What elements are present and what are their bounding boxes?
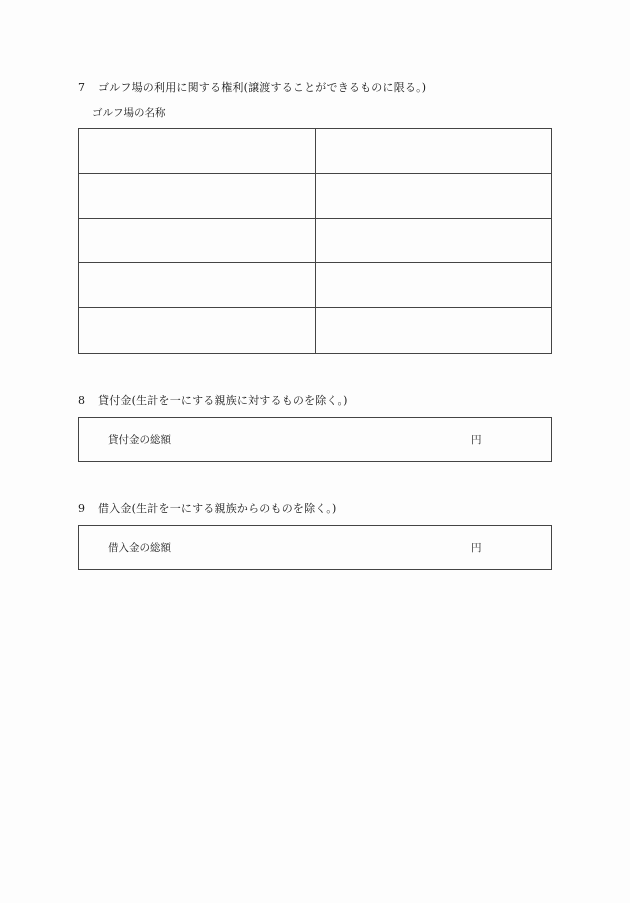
loan-receivable-total-field[interactable]	[78, 417, 552, 462]
section-7-title: ゴルフ場の利用に関する権利(譲渡することができるものに限る。)	[98, 81, 427, 94]
yen-unit: 円	[471, 434, 482, 446]
yen-unit: 円	[471, 542, 482, 554]
section-8-number: 8	[78, 394, 86, 407]
table-cell[interactable]	[79, 263, 316, 308]
section-9-title: 借入金(生計を一にする親族からのものを除く。)	[98, 502, 337, 515]
loan-receivable-total-label: 貸付金の総額	[108, 434, 171, 446]
table-cell[interactable]	[316, 129, 551, 174]
section-9-number: 9	[78, 502, 86, 515]
golf-course-name-label: ゴルフ場の名称	[92, 107, 166, 119]
golf-course-table	[78, 128, 552, 354]
table-cell[interactable]	[316, 219, 551, 264]
section-8-heading	[78, 394, 348, 408]
table-cell[interactable]	[79, 129, 316, 174]
section-9-heading	[78, 502, 336, 516]
table-cell[interactable]	[79, 219, 316, 264]
borrowings-total-field[interactable]	[78, 525, 552, 570]
table-cell[interactable]	[316, 263, 551, 308]
table-cell[interactable]	[316, 308, 551, 353]
table-cell[interactable]	[316, 174, 551, 219]
section-7-number: 7	[78, 81, 86, 94]
section-8-title: 貸付金(生計を一にする親族に対するものを除く。)	[98, 394, 348, 407]
borrowings-total-label: 借入金の総額	[108, 542, 171, 554]
section-7-heading	[78, 81, 426, 95]
table-cell[interactable]	[79, 174, 316, 219]
table-cell[interactable]	[79, 308, 316, 353]
